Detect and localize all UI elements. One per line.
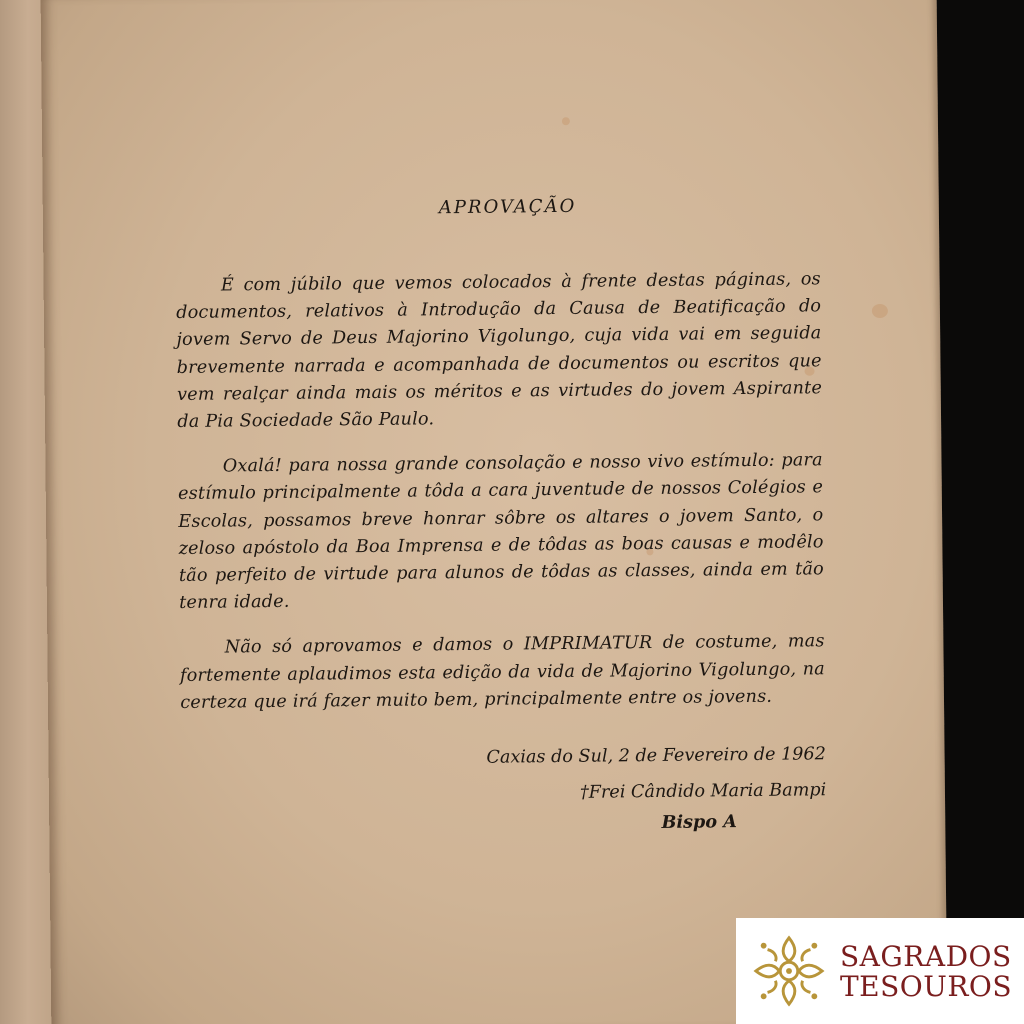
watermark-logo [736,918,1024,1024]
page-heading: APROVAÇÃO [438,195,577,219]
signature: †Frei Cândido Maria Bampi [579,780,827,803]
signature-title: Bispo A [661,811,737,833]
ornament-icon [750,932,828,1010]
date-line: Caxias do Sul, 2 de Fevereiro de 1962 [486,744,826,768]
watermark-text [840,942,1020,1002]
paragraph-3: Não só aprovamos e damos o IMPRIMATUR de costume, mas fortemente aplaudimos esta edição da vida de Majorino Vigolungo, na certeza que irá fazer muito bem, principalmente entre os jovens. [179,631,826,713]
paragraph-2: Oxalá! para nossa grande consolação e nosso vivo estímulo: para estímulo principalmente a tôda a cara juventude de nossos Colégios e Escolas, possamos breve honrar sôbre os altares o jovem Santo, o zeloso apóstolo da Boa Imprensa e de tôdas as boas causas e modêlo tão perfeito de virtude para alunos de tôdas as classes, ainda em tão tenra idade. [177,450,825,614]
paragraph-1: É com júbilo que vemos colocados à frente destas páginas, os documentos, relativos à Introdução da Causa de Beatificação do jovem Servo de Deus Majorino Vigolungo, cuja vida vai em seguida brevemente narrada e acompanhada de documentos ou escritos que vem realçar ainda mais os méritos e as virtudes do jovem Aspirante da Pia Sociedade São Paulo. [176,269,823,433]
watermark-line-1: SAGRADOS [840,940,1012,973]
watermark-line-2: TESOUROS [840,970,1013,1003]
approval-text [175,193,827,838]
